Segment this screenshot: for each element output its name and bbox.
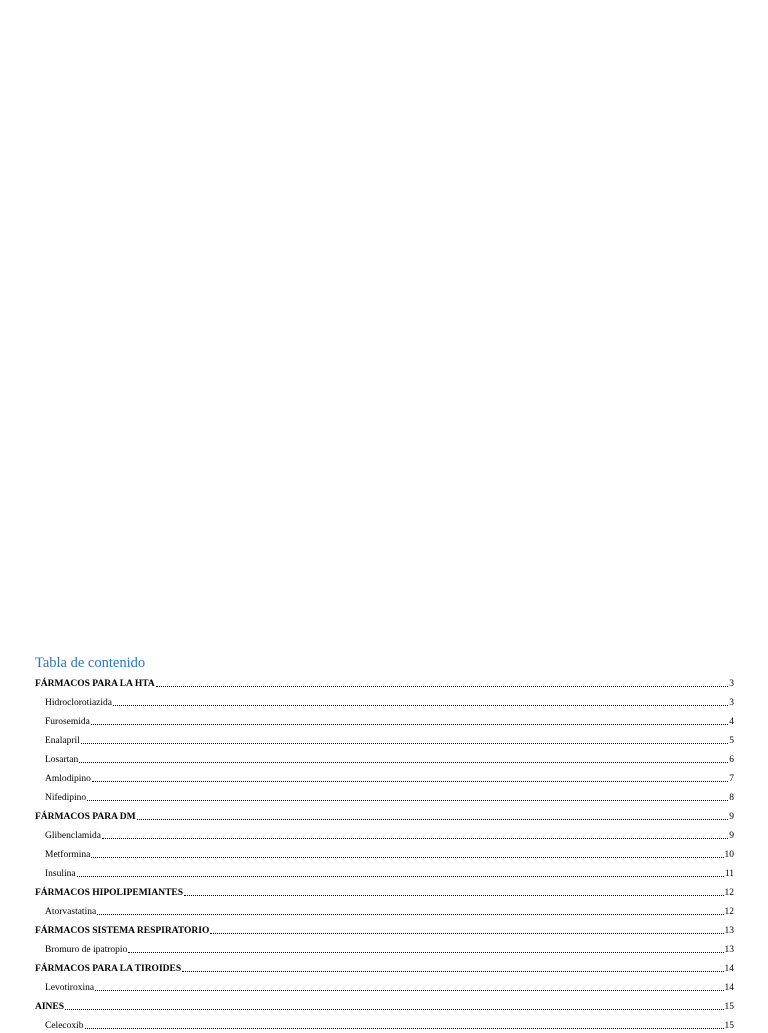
toc-entry[interactable] [35, 862, 734, 881]
toc-page-number: 5 [729, 736, 734, 746]
toc-page-number: 15 [724, 1002, 734, 1012]
toc-dot-leader [128, 952, 723, 953]
toc-page-number: 10 [724, 850, 734, 860]
toc-page-number: 12 [724, 907, 734, 917]
toc-entry-label: FÁRMACOS SISTEMA RESPIRATORIO [35, 926, 210, 936]
toc-entry[interactable] [35, 824, 734, 843]
toc-dot-leader [91, 724, 728, 725]
toc-dot-leader [85, 1028, 724, 1029]
toc-entry[interactable] [35, 767, 734, 786]
toc-dot-leader [182, 971, 723, 972]
toc-dot-leader [92, 781, 728, 782]
toc-page-number: 3 [729, 679, 734, 689]
toc-dot-leader [65, 1009, 723, 1010]
toc-entry-label: Amlodipino [45, 774, 91, 784]
toc-page-number: 14 [724, 983, 734, 993]
toc-page-number: 13 [724, 945, 734, 955]
toc-page-number: 8 [729, 793, 734, 803]
toc-dot-leader [210, 933, 723, 934]
toc-entry-label: FÁRMACOS HIPOLIPEMIANTES [35, 888, 184, 898]
toc-entry[interactable] [35, 900, 734, 919]
toc-entry-label: FÁRMACOS PARA LA HTA [35, 679, 155, 689]
toc-list [35, 672, 734, 1033]
toc-dot-leader [87, 800, 728, 801]
toc-dot-leader [137, 819, 729, 820]
toc-dot-leader [77, 876, 724, 877]
toc-page-number: 11 [724, 869, 734, 879]
toc-entry-label: Glibenclamida [45, 831, 101, 841]
toc-entry[interactable] [35, 843, 734, 862]
toc-page-number: 7 [729, 774, 734, 784]
toc-entry[interactable] [35, 881, 734, 900]
toc-page-number: 6 [729, 755, 734, 765]
toc-entry-label: Levotiroxina [45, 983, 95, 993]
toc-dot-leader [113, 705, 728, 706]
toc-dot-leader [102, 838, 728, 839]
toc-dot-leader [91, 857, 723, 858]
toc-entry[interactable] [35, 672, 734, 691]
toc-entry-label: Furosemida [45, 717, 90, 727]
table-of-contents [35, 654, 734, 1033]
toc-entry-label: Atorvastatina [45, 907, 97, 917]
toc-entry-label: Metformina [45, 850, 91, 860]
toc-entry[interactable] [35, 957, 734, 976]
toc-entry-label: AINES [35, 1002, 65, 1012]
toc-entry[interactable] [35, 976, 734, 995]
toc-entry[interactable] [35, 748, 734, 767]
toc-entry[interactable] [35, 938, 734, 957]
toc-entry-label: Celecoxib [45, 1021, 84, 1031]
toc-entry-label: FÁRMACOS PARA DM [35, 812, 136, 822]
toc-dot-leader [81, 743, 728, 744]
toc-page-number: 4 [729, 717, 734, 727]
toc-entry-label: Insulina [45, 869, 76, 879]
toc-entry-label: Bromuro de ipatropio [45, 945, 128, 955]
toc-page-number: 12 [724, 888, 734, 898]
toc-entry-label: Nifedipino [45, 793, 87, 803]
toc-entry-label: Hidroclorotiazida [45, 698, 113, 708]
toc-page-number: 3 [729, 698, 734, 708]
toc-entry-label: FÁRMACOS PARA LA TIROIDES [35, 964, 182, 974]
toc-page-number: 9 [729, 812, 734, 822]
toc-entry[interactable] [35, 691, 734, 710]
toc-entry-label: Losartan [45, 755, 79, 765]
toc-entry[interactable] [35, 710, 734, 729]
toc-entry[interactable] [35, 919, 734, 938]
toc-page-number: 15 [724, 1021, 734, 1031]
toc-entry[interactable] [35, 995, 734, 1014]
toc-dot-leader [95, 990, 723, 991]
toc-page-number: 13 [724, 926, 734, 936]
toc-title: Tabla de contenido [35, 655, 146, 671]
toc-page-number: 14 [724, 964, 734, 974]
toc-dot-leader [184, 895, 723, 896]
toc-dot-leader [97, 914, 723, 915]
toc-entry[interactable] [35, 786, 734, 805]
toc-dot-leader [156, 686, 729, 687]
toc-entry[interactable] [35, 729, 734, 748]
toc-entry-label: Enalapril [45, 736, 80, 746]
toc-dot-leader [79, 762, 728, 763]
toc-entry[interactable] [35, 805, 734, 824]
toc-page-number: 9 [729, 831, 734, 841]
